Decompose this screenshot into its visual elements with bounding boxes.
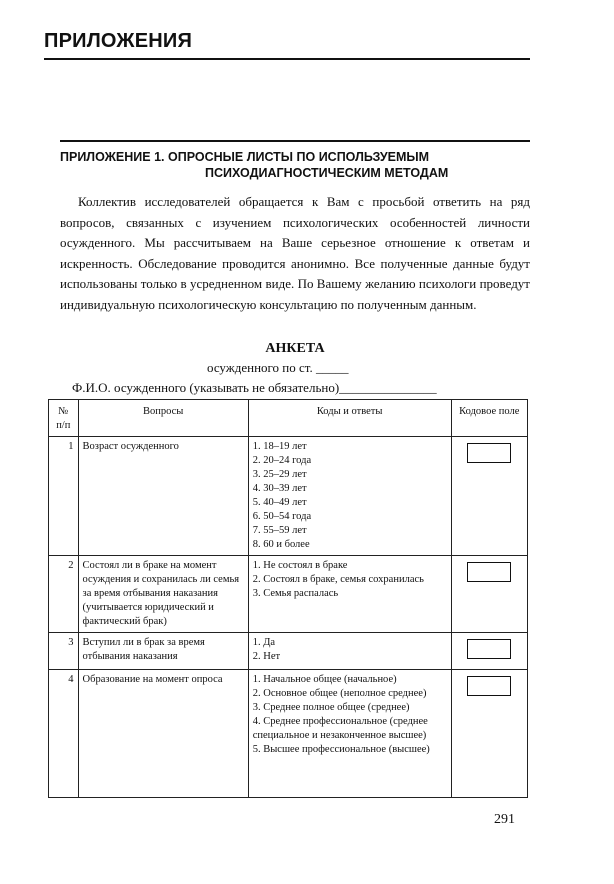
answer-option: 3. Среднее полное общее (среднее) <box>252 702 410 713</box>
code-field-cell <box>451 556 527 633</box>
questionnaire-table <box>48 399 528 798</box>
row-number: 2 <box>49 556 79 633</box>
appendix-title <box>60 149 530 181</box>
answer-option: 4. Среднее профессиональное (среднее специальное и незаконченное высшее) <box>252 716 428 741</box>
row-question: Вступил ли в брак за время отбывания наказания <box>78 633 248 670</box>
row-number: 1 <box>49 437 79 556</box>
answer-option: 8. 60 и более <box>252 539 310 550</box>
answer-option: 2. Нет <box>252 651 281 662</box>
intro-text: Коллектив исследователей обращается к Вам с просьбой ответить на ряд вопросов, связанных с изучением психологических особенностей личности осужденного. Мы рассчитываем на Ваше серьезное отношение к ответам и искренность. Обследование проводится анонимно. Все полученные данные будут использованы только в усредненном виде. По Вашему желанию психологи проведут индивидуальную психологическую консультацию по полученным данным. <box>60 194 530 312</box>
row-question: Состоял ли в браке на момент осуждения и сохранилась ли семья за время отбывания наказания (учитывается юридический и фактический брак) <box>78 556 248 633</box>
row-question: Образование на момент опроса <box>78 670 248 798</box>
code-input-box[interactable] <box>467 443 511 463</box>
appendix-rule <box>60 140 530 142</box>
answer-option: 2. Основное общее (неполное среднее) <box>252 688 427 699</box>
appendix-title-line1: ПРИЛОЖЕНИЕ 1. ОПРОСНЫЕ ЛИСТЫ ПО ИСПОЛЬЗУЕМЫМ <box>60 150 430 164</box>
intro-paragraph <box>60 192 530 316</box>
header-questions: Вопросы <box>78 400 248 437</box>
row-number: 4 <box>49 670 79 798</box>
code-field-cell <box>451 670 527 798</box>
answer-option: 3. Семья распалась <box>252 588 339 599</box>
answer-option: 3. 25–29 лет <box>252 469 307 480</box>
code-input-box[interactable] <box>467 676 511 696</box>
header-num: № п/п <box>49 400 79 437</box>
row-answers <box>248 670 451 798</box>
page-number: 291 <box>494 812 515 827</box>
table-row <box>49 633 528 670</box>
section-header: ПРИЛОЖЕНИЯ <box>44 30 193 52</box>
row-question: Возраст осужденного <box>78 437 248 556</box>
code-input-box[interactable] <box>467 639 511 659</box>
row-answers <box>248 437 451 556</box>
name-line: Ф.И.О. осужденного (указывать не обязательно)_______________ <box>72 380 437 395</box>
header-rule <box>44 58 530 60</box>
answer-option: 4. 30–39 лет <box>252 483 307 494</box>
answer-option: 1. Начальное общее (начальное) <box>252 674 397 685</box>
answer-option: 5. 40–49 лет <box>252 497 307 508</box>
code-field-cell <box>451 633 527 670</box>
code-field-cell <box>451 437 527 556</box>
answer-option: 6. 50–54 года <box>252 511 312 522</box>
appendix-title-line2: ПСИХОДИАГНОСТИЧЕСКИМ МЕТОДАМ <box>205 166 449 180</box>
answer-option: 5. Высшее профессиональное (высшее) <box>252 744 430 755</box>
convicted-article-line: осужденного по ст. _____ <box>207 360 349 375</box>
answer-option: 2. Состоял в браке, семья сохранилась <box>252 574 424 585</box>
questionnaire-title: АНКЕТА <box>265 341 325 356</box>
answer-option: 2. 20–24 года <box>252 455 312 466</box>
answer-option: 1. Да <box>252 637 276 648</box>
header-code-field: Кодовое поле <box>451 400 527 437</box>
row-answers <box>248 556 451 633</box>
answer-option: 7. 55–59 лет <box>252 525 307 536</box>
row-number: 3 <box>49 633 79 670</box>
answer-option: 1. Не состоял в браке <box>252 560 348 571</box>
table-header-row <box>49 400 528 437</box>
table-row <box>49 556 528 633</box>
table-row <box>49 670 528 798</box>
header-answers: Коды и ответы <box>248 400 451 437</box>
answer-option: 1. 18–19 лет <box>252 441 307 452</box>
table-row <box>49 437 528 556</box>
code-input-box[interactable] <box>467 562 511 582</box>
row-answers <box>248 633 451 670</box>
